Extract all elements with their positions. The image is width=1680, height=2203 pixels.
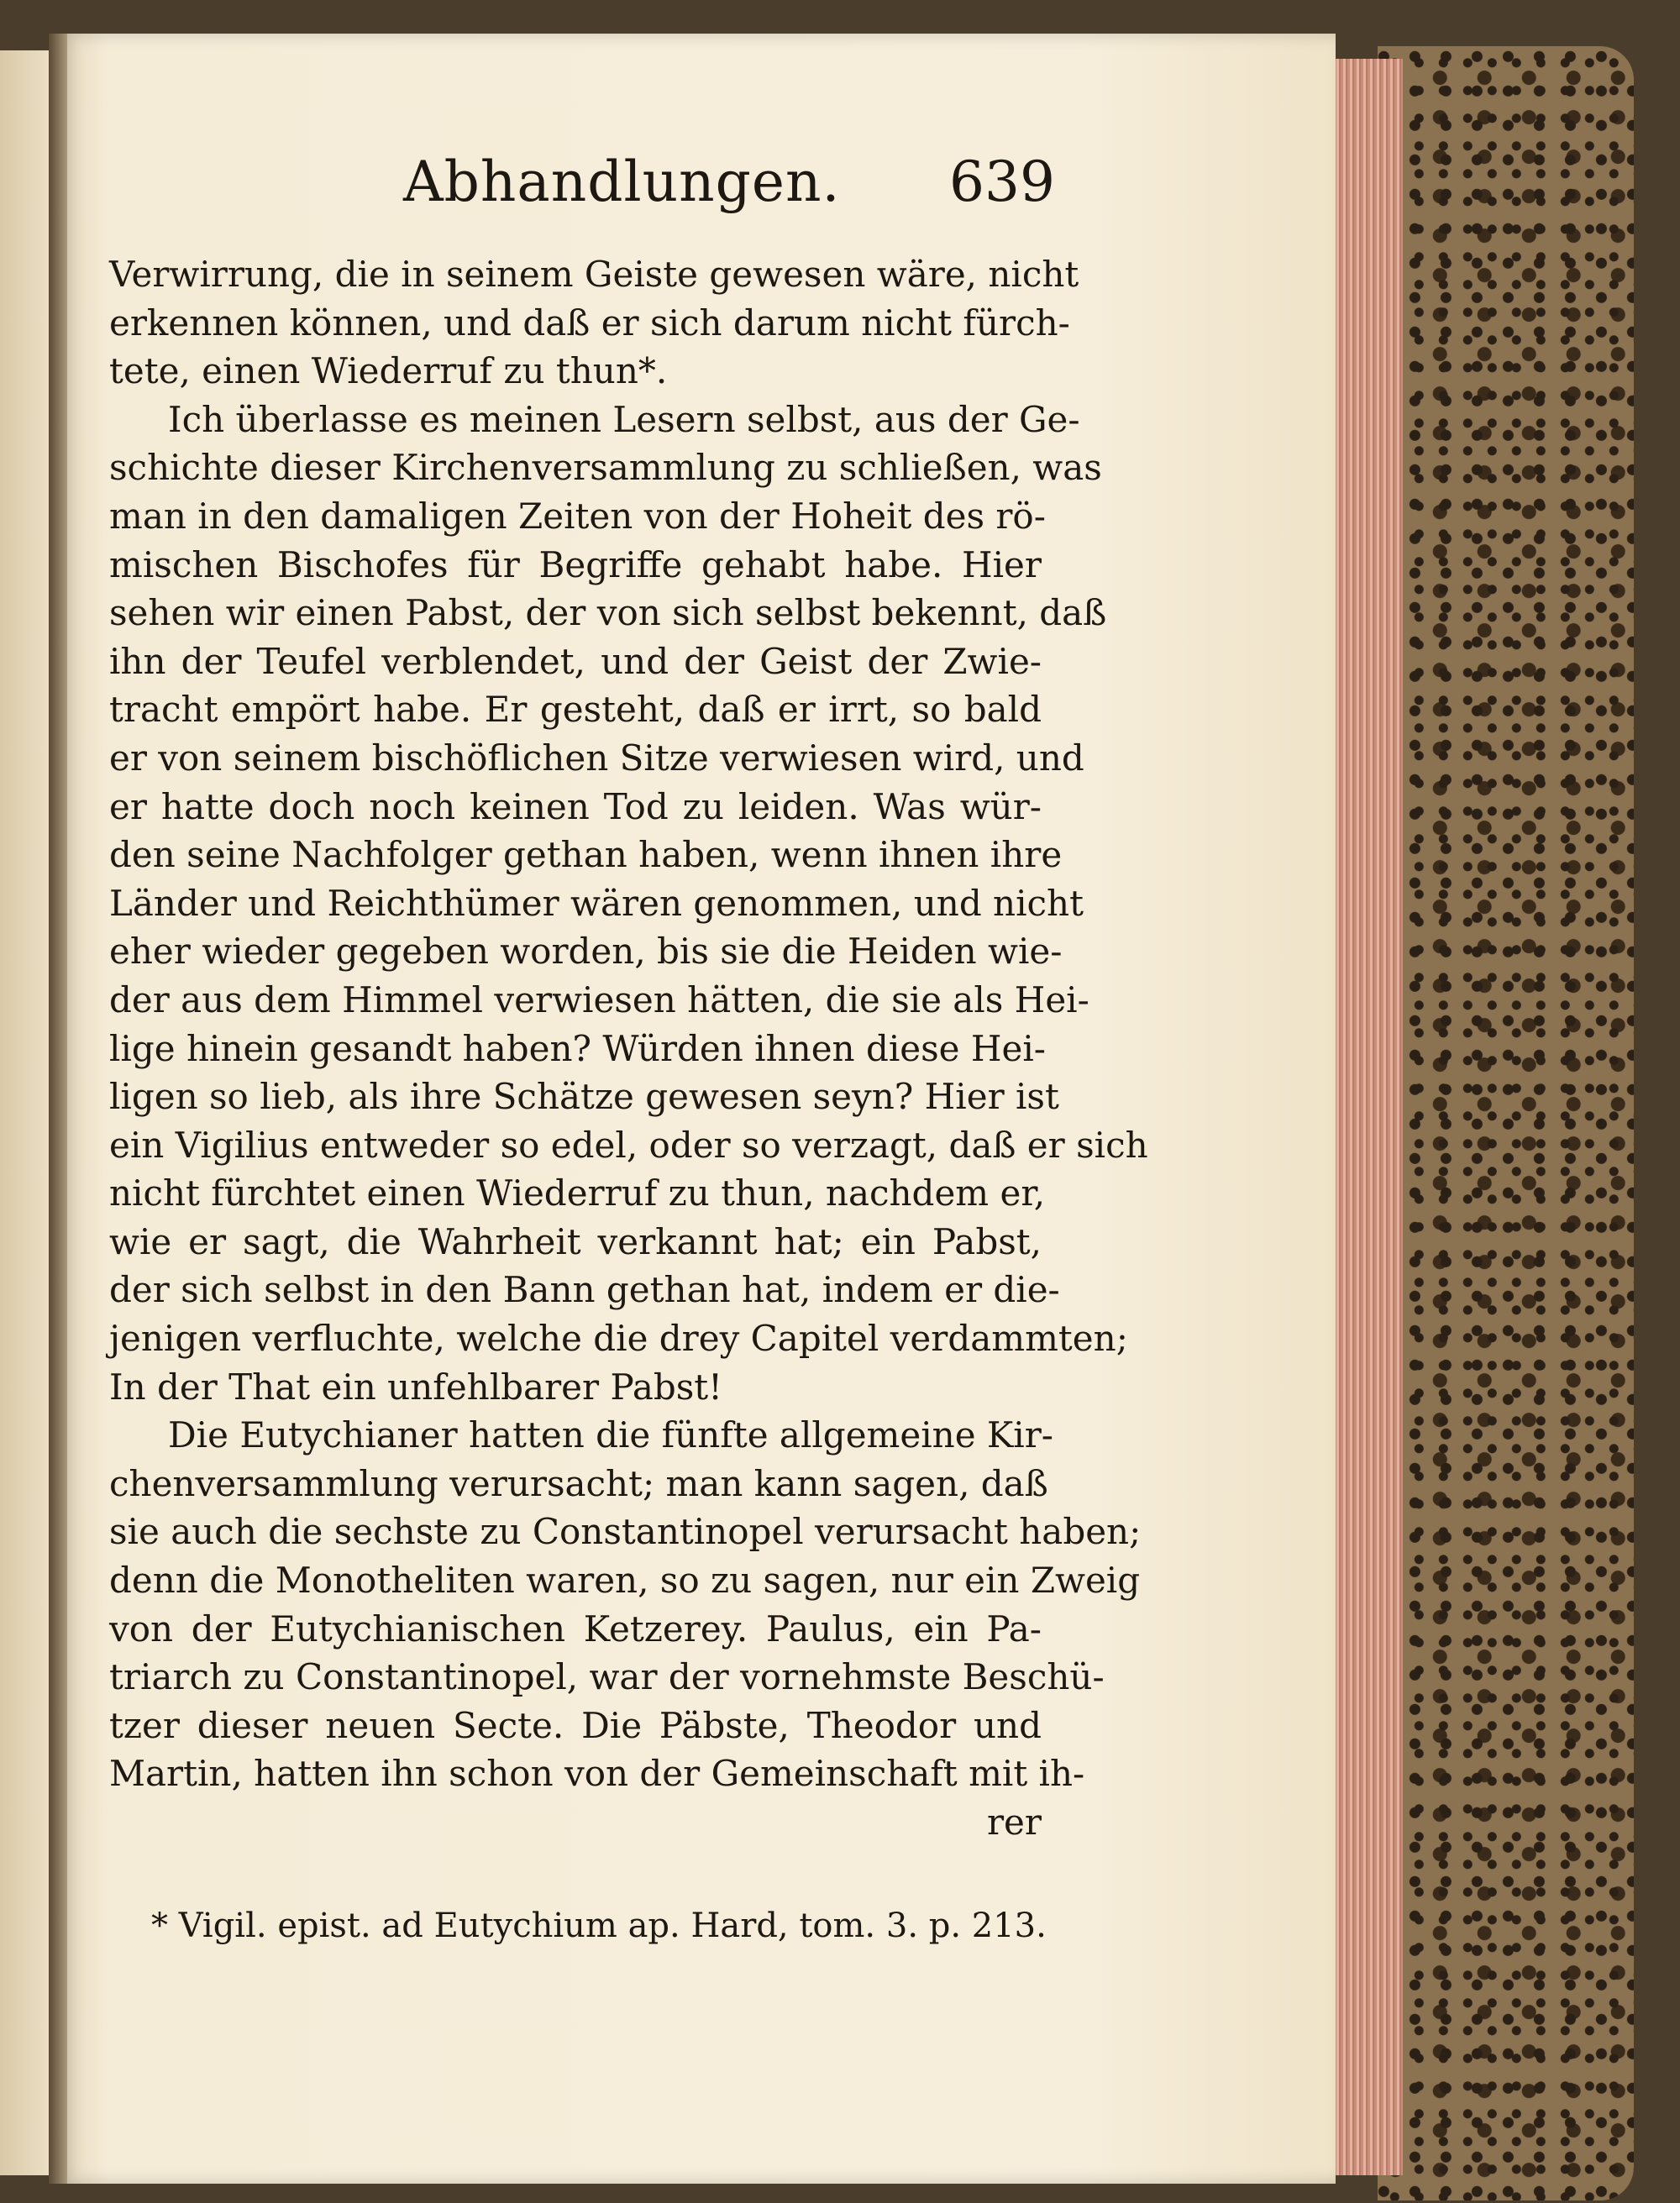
text-line: Martin, hatten ihn schon von der Gemeinschaft mit ih- <box>109 1753 1085 1795</box>
catchword: rer <box>986 1802 1042 1843</box>
text-line: man in den damaligen Zeiten von der Hoheit des rö- <box>109 495 1046 537</box>
page-number: 639 <box>949 149 1055 214</box>
page-edges <box>1327 59 1403 2175</box>
text-line: er hatte doch noch keinen Tod zu leiden. Was wür- <box>109 785 1042 827</box>
text-line: ligen so lieb, als ihre Schätze gewesen seyn? Hier ist <box>109 1076 1059 1118</box>
text-line: den seine Nachfolger gethan haben, wenn ihnen ihre <box>109 834 1063 876</box>
text-line: von der Eutychianischen Ketzerey. Paulus, ein Pa- <box>109 1608 1042 1650</box>
text-line: der sich selbst in den Bann gethan hat, indem er die- <box>109 1269 1060 1311</box>
text-line: der aus dem Himmel verwiesen hätten, die sie als Hei- <box>109 978 1089 1020</box>
text-line: sehen wir einen Pabst, der von sich selbst bekennt, daß <box>109 592 1107 634</box>
text-line: Verwirrung, die in seinem Geiste gewesen wäre, nicht <box>109 254 1079 295</box>
text-line: ein Vigilius entweder so edel, oder so verzagt, daß er sich <box>109 1124 1148 1166</box>
running-head <box>109 149 1055 225</box>
text-line: chenversammlung verursacht; man kann sagen, daß <box>109 1462 1048 1504</box>
text-line: eher wieder gegeben worden, bis sie die Heiden wie- <box>109 931 1063 973</box>
text-line: ihn der Teufel verblendet, und der Geist der Zwie- <box>109 640 1042 682</box>
text-line: nicht fürchtet einen Wiederruf zu thun, nachdem er, <box>109 1172 1046 1214</box>
text-line: wie er sagt, die Wahrheit verkannt hat; ein Pabst, <box>109 1220 1042 1262</box>
text-line: triarch zu Constantinopel, war der vornehmste Beschü- <box>109 1656 1105 1698</box>
text-line: Die Eutychianer hatten die fünfte allgemeine Kir- <box>168 1414 1053 1456</box>
book-cover <box>1378 46 1634 2200</box>
text-line: sie auch die sechste zu Constantinopel verursacht haben; <box>109 1511 1142 1553</box>
body-text <box>109 250 1148 1847</box>
text-line: In der That ein unfehlbarer Pabst! <box>109 1366 723 1408</box>
text-line: mischen Bischofes für Begriffe gehabt habe. Hier <box>109 543 1042 585</box>
text-line: Länder und Reichthümer wären genommen, und nicht <box>109 882 1084 924</box>
text-line: tzer dieser neuen Secte. Die Päbste, Theodor und <box>109 1704 1042 1746</box>
text-line: lige hinein gesandt haben? Würden ihnen diese Hei- <box>109 1027 1046 1069</box>
text-line: tete, einen Wiederruf zu thun*. <box>109 350 668 392</box>
text-line: schichte dieser Kirchenversammlung zu schließen, was <box>109 447 1102 489</box>
text-line: Ich überlasse es meinen Lesern selbst, aus der Ge- <box>168 398 1080 440</box>
text-line: denn die Monotheliten waren, so zu sagen, nur ein Zweig <box>109 1560 1141 1602</box>
text-line: tracht empört habe. Er gesteht, daß er irrt, so bald <box>109 689 1042 731</box>
header-title: Abhandlungen. <box>403 149 841 214</box>
text-line: er von seinem bischöflichen Sitze verwiesen wird, und <box>109 737 1084 779</box>
footnote: * Vigil. epist. ad Eutychium ap. Hard, tom. 3. p. 213. <box>151 1907 1047 1945</box>
text-line: erkennen können, und daß er sich darum nicht fürch- <box>109 302 1070 344</box>
text-line: jenigen verfluchte, welche die drey Capitel verdammten; <box>109 1318 1128 1360</box>
book-gutter <box>49 34 67 2184</box>
